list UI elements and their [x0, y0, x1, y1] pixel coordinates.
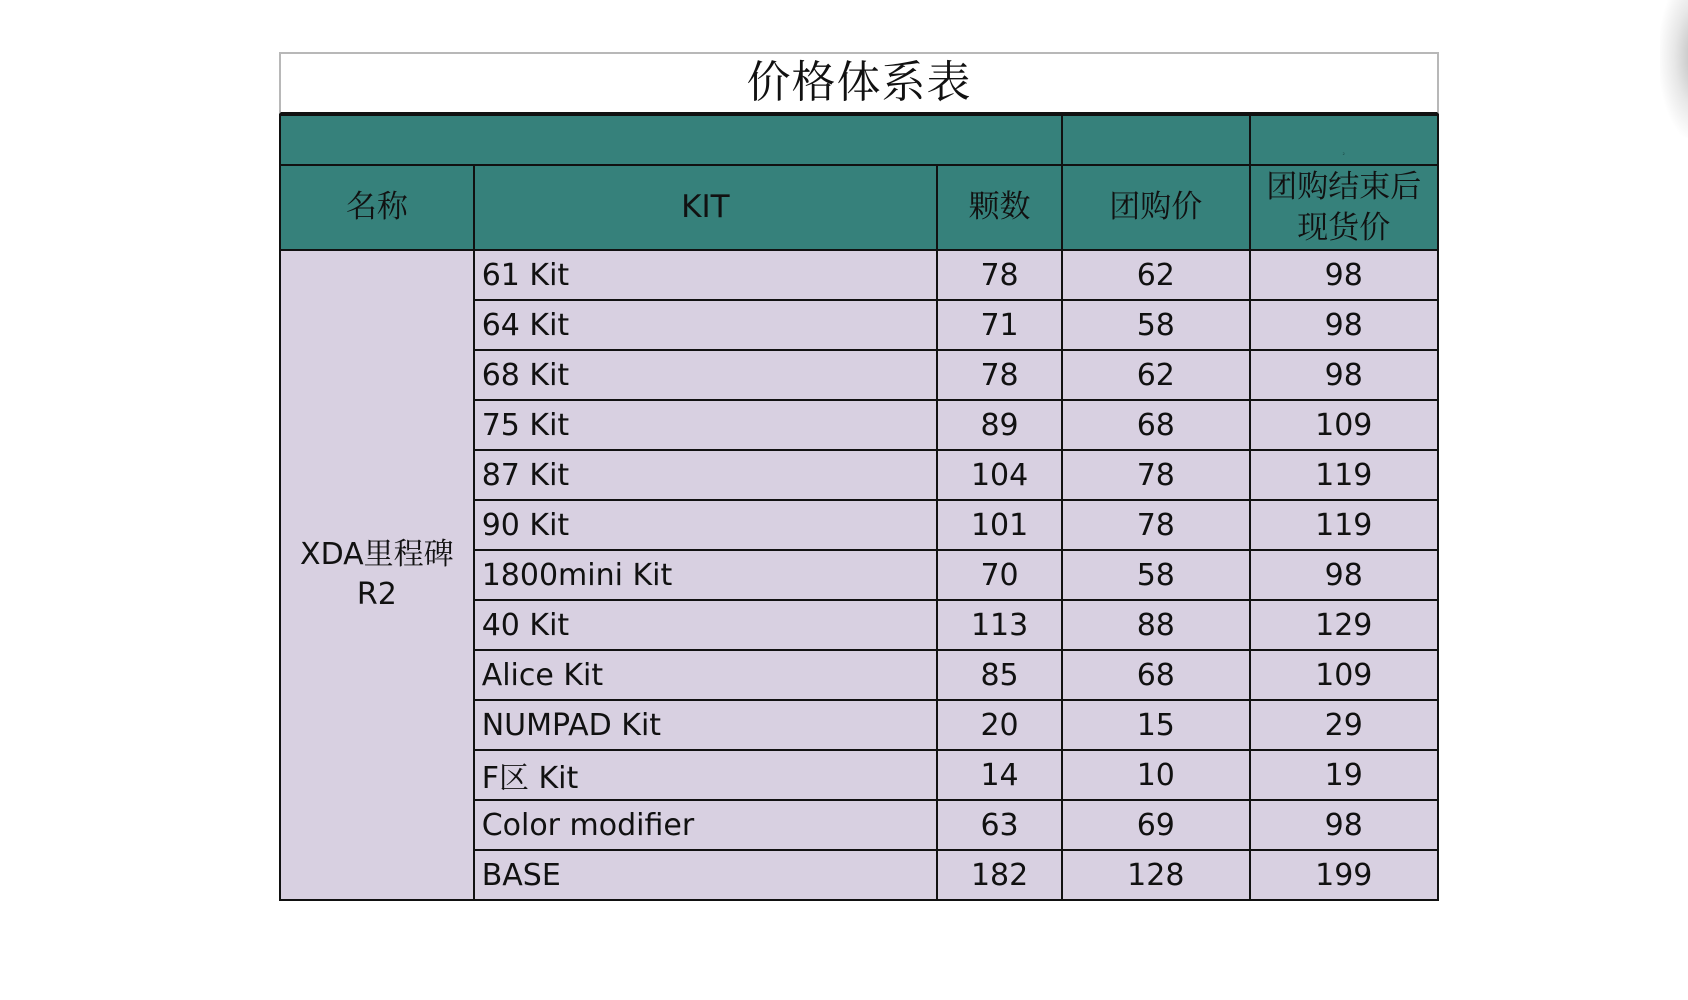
kit-cell: 40 Kit: [474, 600, 937, 650]
group-price-cell: 58: [1062, 550, 1249, 600]
window-edge-shadow: [1660, 0, 1688, 140]
group-price-cell: 128: [1062, 850, 1249, 900]
column-header-row: [280, 165, 1438, 250]
band-cell-group-price: [1062, 115, 1249, 165]
group-price-cell: 78: [1062, 500, 1249, 550]
count-cell: 63: [937, 800, 1062, 850]
header-band-row: [280, 115, 1438, 165]
kit-cell: 68 Kit: [474, 350, 937, 400]
kit-cell: 61 Kit: [474, 250, 937, 300]
kit-cell: 90 Kit: [474, 500, 937, 550]
after-price-cell: 98: [1250, 800, 1439, 850]
after-price-cell: 119: [1250, 450, 1439, 500]
group-name-cell: [280, 250, 474, 900]
count-cell: 20: [937, 700, 1062, 750]
kit-cell: Color modifier: [474, 800, 937, 850]
header-group-price: 团购价: [1062, 165, 1249, 250]
group-price-cell: 69: [1062, 800, 1249, 850]
group-name-line1: XDA里程碑: [300, 536, 454, 572]
table-title: 价格体系表: [746, 57, 972, 108]
table-row: [280, 250, 1438, 300]
count-cell: 78: [937, 250, 1062, 300]
kit-cell: 75 Kit: [474, 400, 937, 450]
band-mark: ²: [1342, 151, 1345, 159]
group-price-cell: 62: [1062, 350, 1249, 400]
header-after-price-line1: 团购结束后: [1266, 168, 1422, 205]
count-cell: 85: [937, 650, 1062, 700]
after-price-cell: 119: [1250, 500, 1439, 550]
kit-cell: Alice Kit: [474, 650, 937, 700]
count-cell: 78: [937, 350, 1062, 400]
table-title-row: [279, 52, 1439, 114]
after-price-cell: 129: [1250, 600, 1439, 650]
group-name-line2: R2: [356, 577, 397, 612]
group-price-cell: 68: [1062, 400, 1249, 450]
after-price-cell: 19: [1250, 750, 1439, 800]
header-count: 颗数: [937, 165, 1062, 250]
count-cell: 104: [937, 450, 1062, 500]
count-cell: 113: [937, 600, 1062, 650]
group-price-cell: 10: [1062, 750, 1249, 800]
price-table: [279, 114, 1439, 901]
count-cell: 101: [937, 500, 1062, 550]
group-price-cell: 78: [1062, 450, 1249, 500]
after-price-cell: 98: [1250, 250, 1439, 300]
band-cell-after-price: [1250, 115, 1439, 165]
count-cell: 70: [937, 550, 1062, 600]
after-price-cell: 109: [1250, 650, 1439, 700]
after-price-cell: 29: [1250, 700, 1439, 750]
after-price-cell: 98: [1250, 300, 1439, 350]
count-cell: 71: [937, 300, 1062, 350]
count-cell: 14: [937, 750, 1062, 800]
kit-cell: 64 Kit: [474, 300, 937, 350]
kit-cell: F区 Kit: [474, 750, 937, 800]
kit-cell: 87 Kit: [474, 450, 937, 500]
header-kit: KIT: [474, 165, 937, 250]
kit-cell: 1800mini Kit: [474, 550, 937, 600]
price-table-sheet: [279, 52, 1439, 901]
after-price-cell: 98: [1250, 350, 1439, 400]
group-price-cell: 62: [1062, 250, 1249, 300]
after-price-cell: 199: [1250, 850, 1439, 900]
count-cell: 89: [937, 400, 1062, 450]
after-price-cell: 98: [1250, 550, 1439, 600]
group-price-cell: 15: [1062, 700, 1249, 750]
count-cell: 182: [937, 850, 1062, 900]
group-price-cell: 58: [1062, 300, 1249, 350]
header-after-price: [1250, 165, 1439, 250]
kit-cell: NUMPAD Kit: [474, 700, 937, 750]
group-price-cell: 68: [1062, 650, 1249, 700]
band-cell-left: [280, 115, 1062, 165]
header-name: 名称: [280, 165, 474, 250]
header-after-price-line2: 现货价: [1297, 209, 1391, 246]
kit-cell: BASE: [474, 850, 937, 900]
group-price-cell: 88: [1062, 600, 1249, 650]
after-price-cell: 109: [1250, 400, 1439, 450]
